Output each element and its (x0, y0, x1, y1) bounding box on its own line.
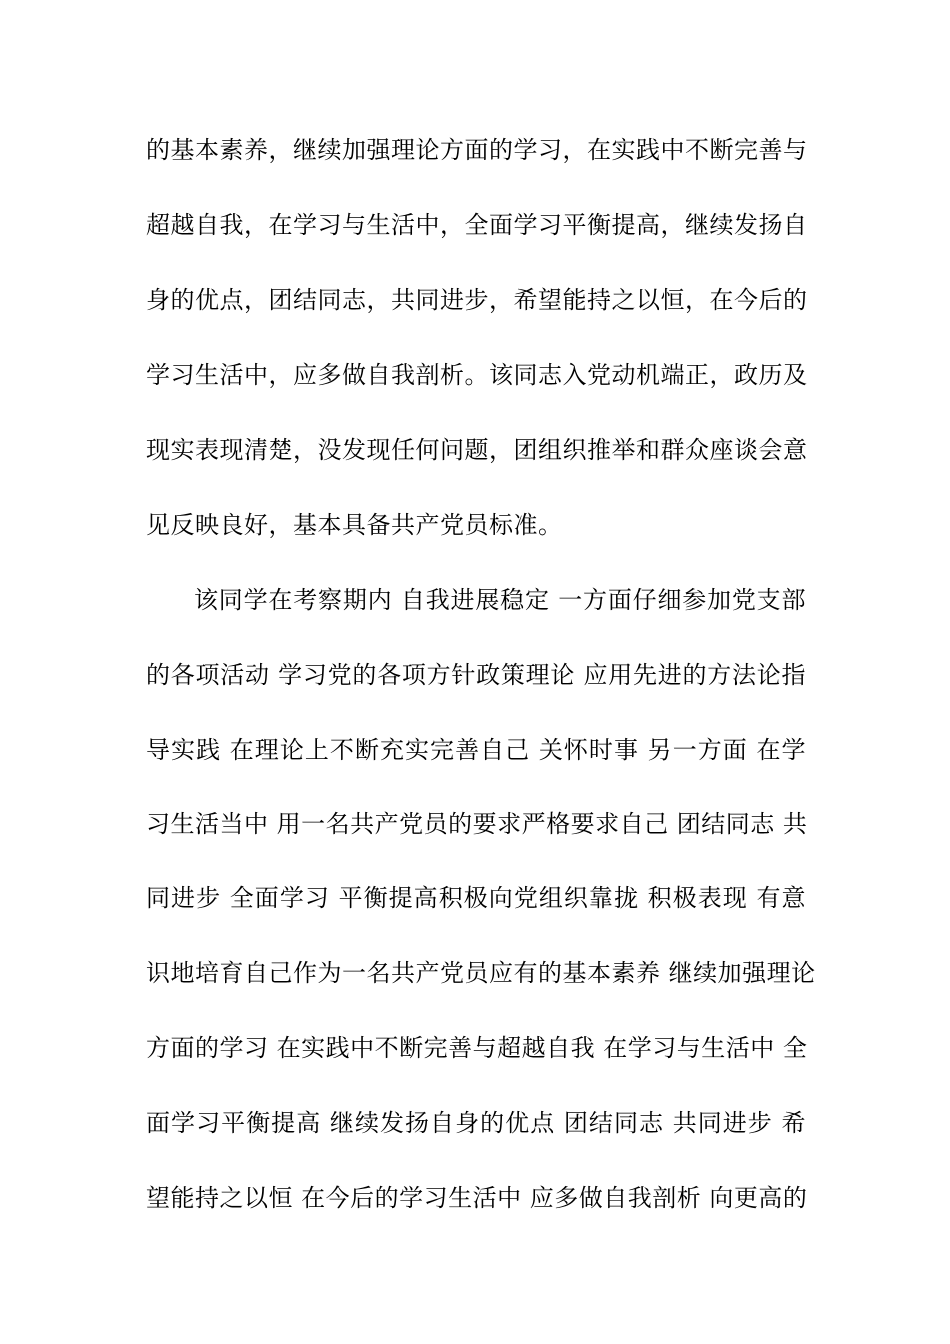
text-line: 该同学在考察期内 自我进展稳定 一方面仔细参加党支部 (194, 586, 806, 614)
text-line: 识地培育自己作为一名共产党员应有的基本素养 继续加强理论 (146, 959, 816, 987)
text-line: 身的优点，团结同志，共同进步，希望能持之以恒，在今后的 (146, 286, 808, 314)
text-line: 同进步 全面学习 平衡提高积极向党组织靠拢 积极表现 有意 (146, 884, 806, 912)
text-line: 的基本素养，继续加强理论方面的学习，在实践中不断完善与 (146, 136, 808, 164)
text-line: 导实践 在理论上不断充实完善自己 关怀时事 另一方面 在学 (146, 736, 806, 764)
text-line: 学习生活中，应多做自我剖析。该同志入党动机端正，政历及 (146, 361, 808, 389)
text-line: 的各项活动 学习党的各项方针政策理论 应用先进的方法论指 (146, 661, 806, 689)
text-line: 现实表现清楚，没发现任何问题，团组织推举和群众座谈会意 (146, 436, 808, 464)
text-line: 见反映良好，基本具备共产党员标准。 (146, 511, 563, 539)
text-line: 超越自我，在学习与生活中，全面学习平衡提高，继续发扬自 (146, 211, 808, 239)
text-line: 面学习平衡提高 继续发扬自身的优点 团结同志 共同进步 希 (146, 1109, 806, 1137)
text-line: 望能持之以恒 在今后的学习生活中 应多做自我剖析 向更高的 (146, 1184, 808, 1212)
text-line: 习生活当中 用一名共产党员的要求严格要求自己 团结同志 共 (146, 810, 808, 838)
text-line: 方面的学习 在实践中不断完善与超越自我 在学习与生活中 全 (146, 1034, 808, 1062)
